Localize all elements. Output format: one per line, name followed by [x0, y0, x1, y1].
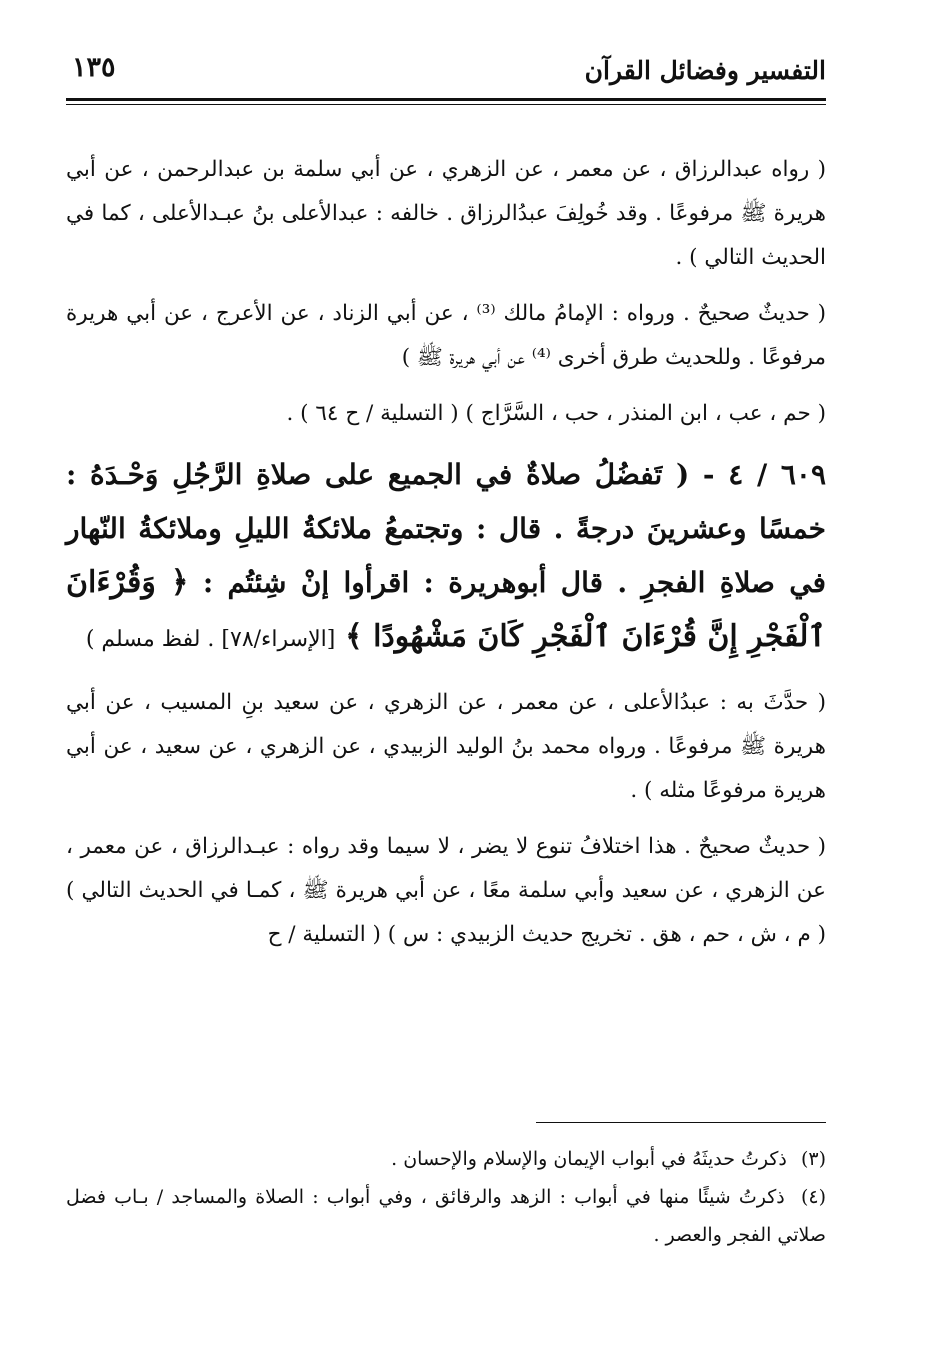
- footnote-text: ذكرتُ حديثَهُ في أبواب الإيمان والإسلام والإحسان .: [391, 1148, 787, 1170]
- footnote-4: [66, 1178, 826, 1254]
- running-title: التفسير وفضائل القرآن: [584, 56, 826, 85]
- paragraph-takhrij-4: ( حديثٌ صحيحٌ . هذا اختلافُ تنوع لا يضر ، لا سيما وقد رواه : عبـدالرزاق ، عن معمر ، عن الزهري ، عن سعيد وأبي سلمة معًا ، عن أبي هريرة ﷺ ، كمـا في الحديث التالي ) ( م ، ش ، حم ، هق . تخريج حديث الزبيدي : س ) ( التسلية / ح: [66, 834, 826, 947]
- page-header: [66, 48, 826, 100]
- page-number: ١٣٥: [72, 52, 116, 83]
- paragraph-takhrij-1: ( رواه عبدالرزاق ، عن معمر ، عن الزهري ، عن أبي سلمة بن عبدالرحمن ، عن أبي هريرة ﷺ مرفوعًا . وقد خُولِفَ عبدُالرزاق . خالفه : عبدالأعلى بنُ عبـدالأعلى ، كما في الحديث التالي ) .: [66, 157, 826, 270]
- footnotes: [66, 1140, 826, 1254]
- header-rule: [66, 98, 826, 101]
- footnote-number: (٣): [800, 1148, 826, 1170]
- verse-reference: [الإسراء/٧٨] . لفظ مسلم ): [85, 627, 336, 652]
- paragraph-takhrij-2: ( حديثٌ صحيحٌ . ورواه : الإمامُ مالك ⁽³⁾ ، عن أبي الزناد ، عن الأعرج ، عن أبي هريرة مرفوعًا . وللحديث طرق أخرى ⁽⁴⁾ عن أبي هريرة ﷺ ): [66, 301, 826, 370]
- footnote-text: ذكرتُ شيئًا منها في أبواب : الزهد والرقائق ، وفي أبواب : الصلاة والمساجد / بـاب فضل صلاتي الفجر والعصر .: [66, 1186, 826, 1246]
- body-text: [66, 148, 826, 969]
- hadith-text: ٦٠٩ / ٤ - ( تَفضُلُ صلاةٌ في الجميع على صلاةِ الرَّجُلِ وَحْـدَهُ : خمسًا وعشرينَ درجةً . قال : وتجتمعُ ملائكةُ الليلِ وملائكةُ النّهار في صلاةِ الفجرِ . قال أبوهريرة : اقرأوا إنْ شِئتُم :: [66, 458, 826, 599]
- hadith-609: [66, 448, 826, 667]
- header-rule-thin: [66, 104, 826, 105]
- footnote-number: (٤): [800, 1186, 826, 1208]
- paragraph-takhrij-3: ( حدَّثَ به : عبدُالأعلى ، عن معمر ، عن الزهري ، عن سعيد بنِ المسيب ، عن أبي هريرة ﷺ مرفوعًا . ورواه محمد بنُ الوليد الزبيدي ، عن الزهري ، عن سعيد ، عن أبي هريرة مرفوعًا مثله ) .: [66, 690, 826, 803]
- footnote-rule: [536, 1122, 826, 1123]
- footnote-3: [66, 1140, 826, 1178]
- quran-verse: ﴿ وَقُرْءَانَ ٱلْفَجْرِ إِنَّ قُرْءَانَ ٱلْفَجْرِ كَانَ مَشْهُودًا ﴾: [66, 565, 826, 654]
- paragraph-sources-1: ( حم ، عب ، ابن المنذر ، حب ، السَّرَّاج ) ( التسلية / ح ٦٤ ) .: [286, 401, 826, 426]
